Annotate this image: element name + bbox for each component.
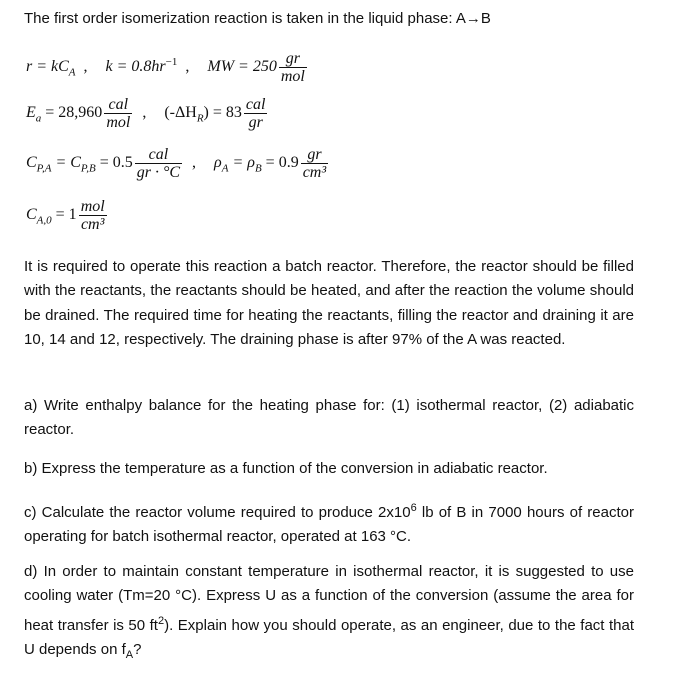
problem-paragraph: It is required to operate this reaction a batch reactor. Therefore, the reactor should be filled with the reactants, the reactants should be heated, and after the reaction the volume should be drained. The required time for heating the reactants, filling the reactor and draining it are 10, 14 and 12, respectively. The draining phase is after 97% of the A was reacted.	[24, 258, 634, 349]
mw-unit-fraction: $\frac{gr}{\text{mol}}$	[280, 50, 305, 85]
dh-unit-fraction: $\frac{\text{cal}}{gr}$	[245, 96, 266, 131]
question-b: b) Express the temperature as a function of the conversion in adiabatic reactor.	[24, 460, 548, 477]
ca0-unit-fraction: $\frac{\text{mol}}{\text{cm³}}$	[80, 198, 105, 233]
equation-row-3: $C_{P,A} = C_{P,B} = 0.5$ $\frac{\text{cal}}{gr \cdot ^\circ C}$ , $\rho_A = \rho_B = 0.9$ $\frac{gr}{\text{cm³}}$	[26, 146, 327, 181]
intro-sentence: The first order isomerization reaction is taken in the liquid phase: A→B	[24, 10, 491, 27]
equation-row-4: $C_{A,0} = 1$ $\frac{\text{mol}}{\text{cm³}}$	[26, 198, 105, 233]
reaction-arrow-icon: →	[465, 10, 481, 27]
equation-row-2: $E_a = 28,960$ $\frac{\text{cal}}{\text{mol}}$ , $(-\Delta H_R) = 83$ $\frac{\text{cal}}{gr}$	[26, 96, 266, 131]
cp-unit-fraction: $\frac{\text{cal}}{gr \cdot ^\circ C}$	[136, 146, 181, 181]
question-d: d) In order to maintain constant temperature in isothermal reactor, it is suggested to use cooling water (Tm=20 °C). Express U as a function of the conversion (assume the area for heat transfer is 50 $ft^2$). Explain how you should operate, as an engineer, due to the fact that U depends on $f_A$?	[24, 563, 634, 662]
question-c: c) Calculate the reactor volume required to produce $2x10^6$ lb of B in 7000 hours of reactor operating for batch isothermal reactor, operated at 163 °C.	[24, 502, 634, 546]
question-a: a) Write enthalpy balance for the heating phase for: (1) isothermal reactor, (2) adiabatic reactor.	[24, 397, 634, 439]
equation-row-1: $r = kC_A$ , $k = 0.8hr^{-1}$ , MW = 250 $\frac{gr}{\text{mol}}$	[26, 50, 305, 85]
rho-unit-fraction: $\frac{gr}{\text{cm³}}$	[302, 146, 327, 181]
ea-unit-fraction: $\frac{\text{cal}}{\text{mol}}$	[106, 96, 131, 131]
